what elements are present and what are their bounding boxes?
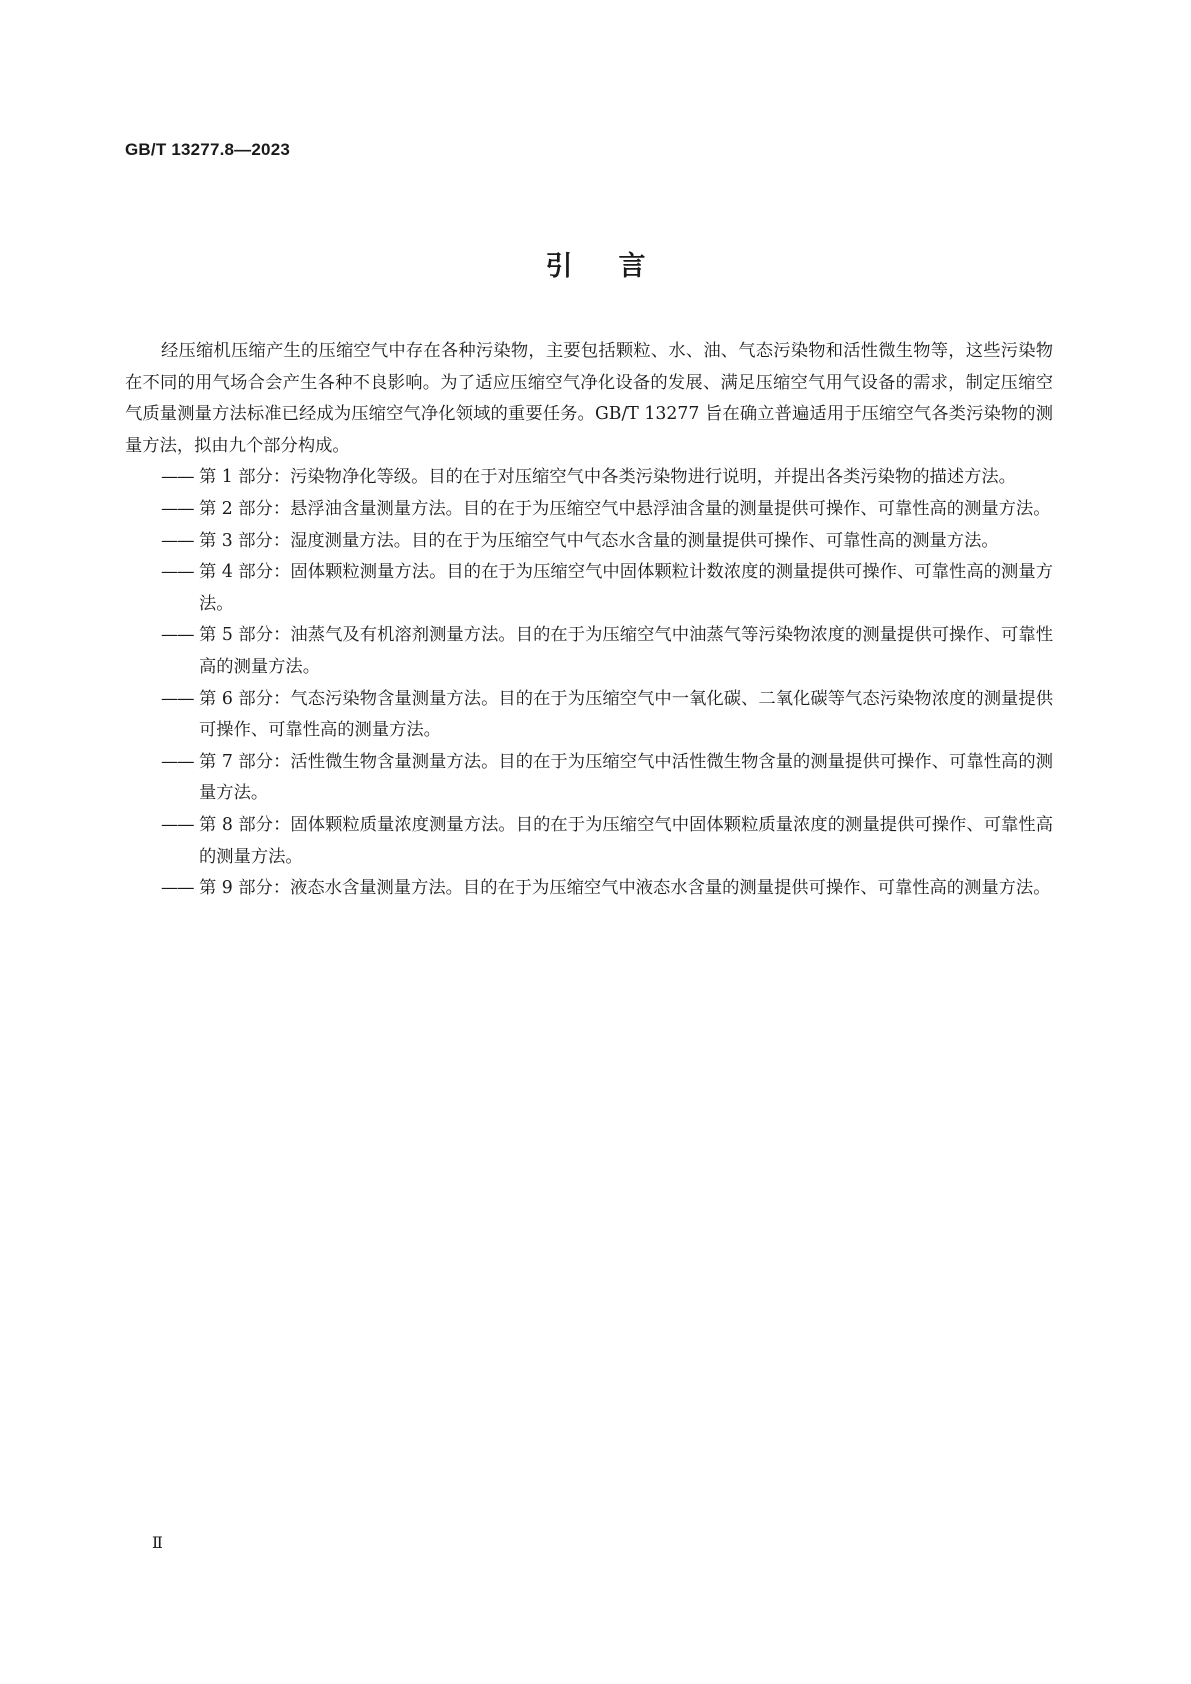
list-item [125, 462, 1053, 494]
list-dash: —— [161, 625, 194, 646]
page-title: 引言 [545, 251, 692, 282]
list-item-text: 第 8 部分：固体颗粒质量浓度测量方法。目的在于为压缩空气中固体颗粒质量浓度的测量提供可操作、可靠性高的测量方法。 [199, 814, 1053, 867]
list-item [125, 747, 1053, 810]
list-item [125, 620, 1053, 683]
document-body [125, 336, 1053, 905]
list-dash: —— [161, 688, 194, 709]
list-dash: —— [161, 530, 194, 551]
list-item [125, 526, 1053, 558]
standard-code: GB/T 13277.8—2023 [125, 140, 290, 159]
list-item [125, 684, 1053, 747]
list-item-text: 第 5 部分：油蒸气及有机溶剂测量方法。目的在于为压缩空气中油蒸气等污染物浓度的测量提供可操作、可靠性高的测量方法。 [199, 625, 1053, 677]
page-number: Ⅱ [152, 1533, 163, 1552]
list-item-text: 第 6 部分：气态污染物含量测量方法。目的在于为压缩空气中一氧化碳、二氧化碳等气态污染物浓度的测量提供可操作、可靠性高的测量方法。 [199, 688, 1053, 741]
list-item [125, 873, 1053, 905]
list-item [125, 494, 1053, 526]
list-item-text: 第 1 部分：污染物净化等级。目的在于对压缩空气中各类污染物进行说明，并提出各类污染物的描述方法。 [199, 467, 1016, 488]
list-dash: —— [161, 814, 194, 835]
list-dash: —— [161, 562, 194, 583]
list-dash: —— [161, 878, 194, 899]
intro-paragraph: 经压缩机压缩产生的压缩空气中存在各种污染物，主要包括颗粒、水、油、气态污染物和活性微生物等，这些污染物在不同的用气场合会产生各种不良影响。为了适应压缩空气净化设备的发展、满足压缩空气用气设备的需求，制定压缩空气质量测量方法标准已经成为压缩空气净化领域的重要任务。GB/T 13277 旨在确立普遍适用于压缩空气各类污染物的测量方法，拟由九个部分构成。 [125, 341, 1053, 456]
list-dash: —— [161, 467, 194, 488]
list-item-text: 第 4 部分：固体颗粒测量方法。目的在于为压缩空气中固体颗粒计数浓度的测量提供可操作、可靠性高的测量方法。 [199, 562, 1053, 614]
list-item [125, 557, 1053, 620]
list-item-text: 第 7 部分：活性微生物含量测量方法。目的在于为压缩空气中活性微生物含量的测量提供可操作、可靠性高的测量方法。 [199, 751, 1053, 804]
list-dash: —— [161, 751, 194, 772]
list-item [125, 810, 1053, 873]
list-dash: —— [161, 498, 194, 519]
list-item-text: 第 3 部分：湿度测量方法。目的在于为压缩空气中气态水含量的测量提供可操作、可靠性高的测量方法。 [199, 530, 999, 551]
parts-list [125, 462, 1053, 904]
list-item-text: 第 2 部分：悬浮油含量测量方法。目的在于为压缩空气中悬浮油含量的测量提供可操作、可靠性高的测量方法。 [199, 498, 1051, 519]
list-item-text: 第 9 部分：液态水含量测量方法。目的在于为压缩空气中液态水含量的测量提供可操作、可靠性高的测量方法。 [199, 878, 1051, 899]
